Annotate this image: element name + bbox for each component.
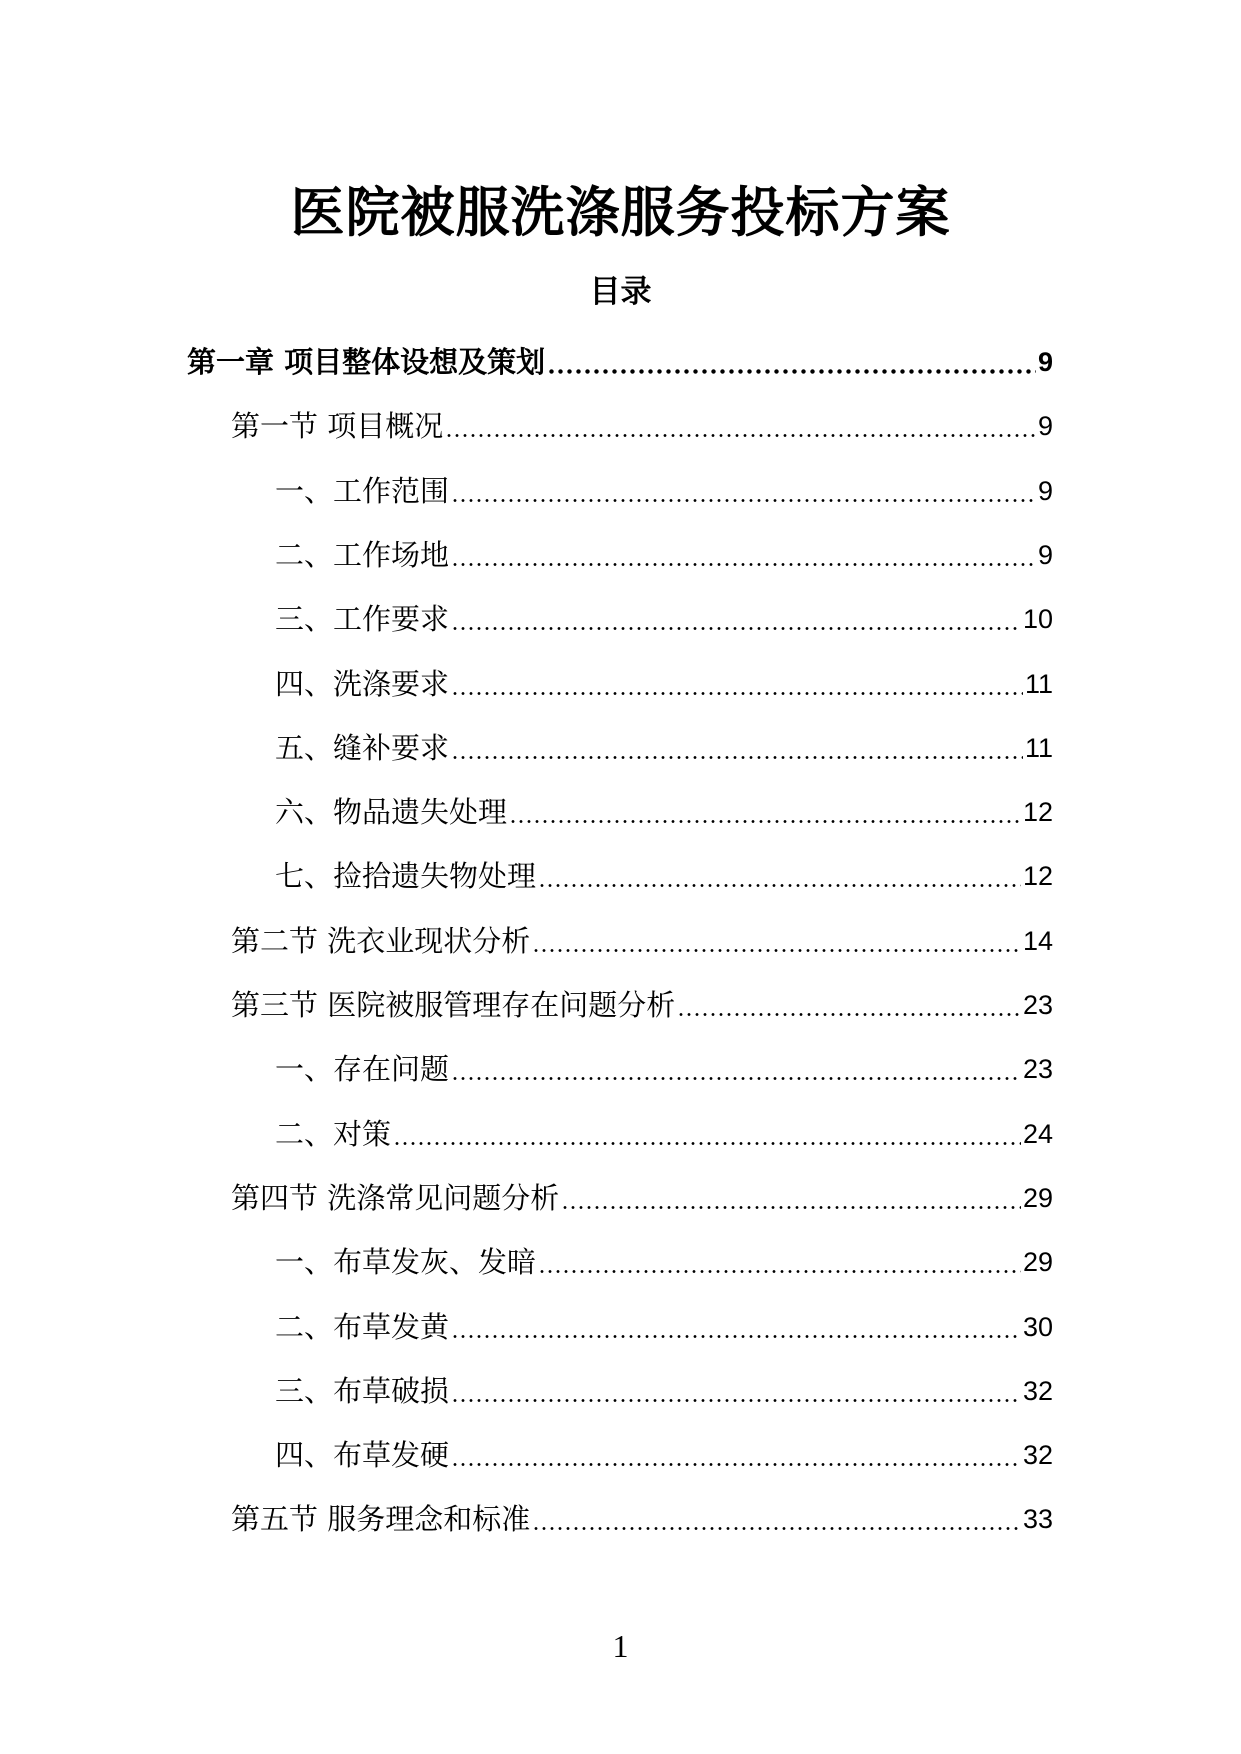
toc-entry-page: 11 [1024,668,1053,699]
dot-leader [451,1399,1021,1402]
toc-entry-page: 30 [1022,1311,1053,1342]
toc-entry-text: 二、工作场地 [275,537,450,572]
toc-entry-page: 23 [1022,1054,1053,1085]
toc-entry-item[interactable] [275,467,1053,511]
toc-entry-page: 9 [1037,539,1053,570]
dot-leader [547,369,1036,374]
toc-entry-text: 二、布草发黄 [275,1309,450,1344]
toc-entry-page: 24 [1022,1118,1053,1149]
dot-leader [509,820,1021,823]
page-number: 1 [612,1628,629,1664]
toc-entry-text: 二、对策 [275,1116,392,1151]
toc-entry-item[interactable] [275,1238,1053,1282]
toc-entry-item[interactable] [275,1367,1053,1411]
dot-leader [532,1527,1021,1530]
toc-entry-text: 第四节 洗涤常见问题分析 [231,1180,560,1215]
toc-entry-section-5[interactable] [231,1495,1053,1539]
toc-entry-chapter-1[interactable] [187,338,1053,382]
toc-entry-item[interactable] [275,660,1053,704]
toc-entry-text: 一、工作范围 [275,473,450,508]
dot-leader [445,434,1036,437]
dot-leader [393,1142,1021,1145]
toc-entry-page: 9 [1037,411,1053,442]
dot-leader [451,499,1036,502]
toc-entry-text: 四、布草发硬 [275,1438,450,1473]
toc-entry-text: 一、存在问题 [275,1052,450,1087]
toc-entry-item[interactable] [275,1045,1053,1089]
toc-entry-page: 12 [1022,861,1053,892]
toc-entry-section-3[interactable] [231,981,1053,1025]
dot-leader [451,1335,1021,1338]
toc-entry-page: 9 [1037,475,1053,506]
toc-entry-text: 六、物品遗失处理 [275,795,508,830]
dot-leader [451,1077,1021,1080]
toc-entry-section-4[interactable] [231,1174,1053,1218]
toc-entry-item[interactable] [275,1431,1053,1475]
dot-leader [561,1206,1021,1209]
toc-entry-text: 五、缝补要求 [275,730,450,765]
dot-leader [451,756,1023,759]
dot-leader [538,1270,1021,1273]
toc-entry-text: 三、布草破损 [275,1373,450,1408]
toc-entry-item[interactable] [275,724,1053,768]
dot-leader [532,949,1021,952]
toc-entry-item[interactable] [275,1303,1053,1347]
toc-entry-page: 33 [1022,1504,1053,1535]
toc-entry-text: 第二节 洗衣业现状分析 [231,923,531,958]
dot-leader [451,563,1036,566]
toc-entry-text: 第五节 服务理念和标准 [231,1502,531,1537]
toc-entry-text: 七、捡拾遗失物处理 [275,859,537,894]
toc-entry-page: 29 [1022,1247,1053,1278]
toc-entry-page: 23 [1022,990,1053,1020]
toc-entry-item[interactable] [275,595,1053,639]
toc-entry-item[interactable] [275,1110,1053,1154]
toc-entry-page: 29 [1022,1182,1053,1213]
toc-entry-text: 三、工作要求 [275,602,450,637]
toc-entry-text: 第三节 医院被服管理存在问题分析 [231,988,676,1022]
toc-entry-section-2[interactable] [231,917,1053,961]
toc-entry-text: 第一章 项目整体设想及策划 [187,345,546,379]
toc-entry-page: 32 [1022,1375,1053,1406]
toc-entry-item[interactable] [275,852,1053,896]
toc-entry-page: 11 [1024,732,1053,763]
toc-entry-text: 四、洗涤要求 [275,666,450,701]
toc-entry-page: 9 [1037,347,1053,377]
toc-entry-text: 一、布草发灰、发暗 [275,1245,537,1280]
toc-heading: 目录 [589,274,652,310]
toc-entry-page: 32 [1022,1440,1053,1471]
toc-entry-page: 14 [1022,925,1053,956]
dot-leader [451,692,1023,695]
toc-entry-text: 第一节 项目概况 [231,409,444,444]
toc-entry-section-1[interactable] [231,402,1053,446]
dot-leader [451,1463,1021,1466]
toc-entry-page: 10 [1022,604,1053,635]
dot-leader [451,627,1021,630]
dot-leader [538,884,1021,887]
toc-entry-item[interactable] [275,788,1053,832]
document-title: 医院被服洗涤服务投标方案 [290,181,951,244]
toc-entry-page: 12 [1022,797,1053,828]
dot-leader [677,1013,1021,1016]
toc-entry-item[interactable] [275,531,1053,575]
